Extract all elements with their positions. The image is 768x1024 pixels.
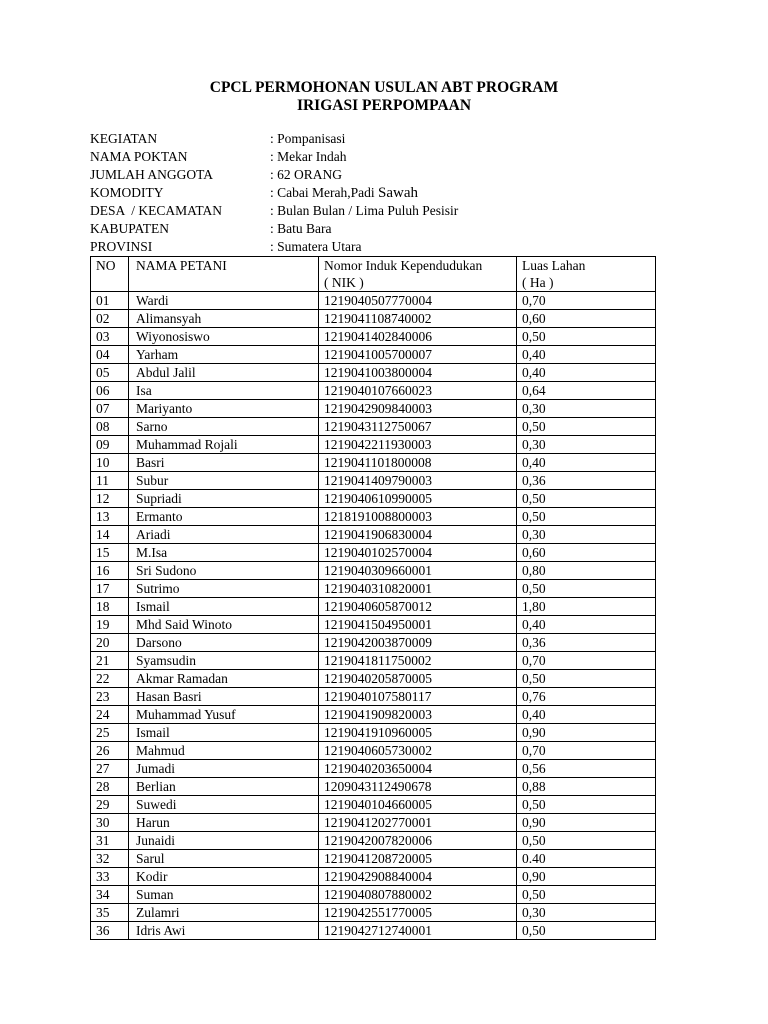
cell-nik: 1219042551770005 (319, 904, 517, 922)
cell-name: Idris Awi (129, 922, 319, 940)
cell-luas: 0,36 (517, 472, 656, 490)
cell-no: 04 (91, 346, 129, 364)
table-row (91, 706, 656, 724)
meta-label: DESA / KECAMATAN (90, 203, 223, 218)
cell-no: 36 (91, 922, 129, 940)
cell-name: Syamsudin (129, 652, 319, 670)
cell-name: Supriadi (129, 490, 319, 508)
cell-nik: 1219041208720005 (319, 850, 517, 868)
table-row (91, 868, 656, 886)
table-row (91, 778, 656, 796)
cell-nik: 1219040102570004 (319, 544, 517, 562)
table-row (91, 598, 656, 616)
cell-nik: 1219041005700007 (319, 346, 517, 364)
cell-name: Mhd Said Winoto (129, 616, 319, 634)
table-row (91, 850, 656, 868)
meta-value: : Mekar Indah (270, 149, 347, 164)
table-row (91, 922, 656, 940)
cell-no: 07 (91, 400, 129, 418)
cell-name: Ermanto (129, 508, 319, 526)
cell-luas: 0,70 (517, 292, 656, 310)
table-row (91, 670, 656, 688)
cell-nik: 1209043112490678 (319, 778, 517, 796)
cell-luas: 0,56 (517, 760, 656, 778)
cell-name: Jumadi (129, 760, 319, 778)
cell-no: 06 (91, 382, 129, 400)
cell-nik: 1219041909820003 (319, 706, 517, 724)
cell-no: 20 (91, 634, 129, 652)
cell-no: 13 (91, 508, 129, 526)
cell-nik: 1219041504950001 (319, 616, 517, 634)
meta-value: : Bulan Bulan / Lima Puluh Pesisir (270, 203, 459, 218)
table-row (91, 562, 656, 580)
table-row (91, 364, 656, 382)
cell-no: 29 (91, 796, 129, 814)
cell-luas: 0,40 (517, 364, 656, 382)
cell-nik: 1219042909840003 (319, 400, 517, 418)
cell-nik: 1219043112750067 (319, 418, 517, 436)
cell-no: 15 (91, 544, 129, 562)
cell-name: Subur (129, 472, 319, 490)
cell-nik: 1219040610990005 (319, 490, 517, 508)
cell-name: Akmar Ramadan (129, 670, 319, 688)
cell-name: Muhammad Yusuf (129, 706, 319, 724)
cell-luas: 0,30 (517, 526, 656, 544)
header-luas-line-1: Luas Lahan (522, 258, 586, 273)
cell-luas: 0,80 (517, 562, 656, 580)
cell-name: Ismail (129, 724, 319, 742)
cell-no: 12 (91, 490, 129, 508)
meta-value: : Pompanisasi (270, 131, 346, 146)
cell-luas: 0,70 (517, 742, 656, 760)
table-row (91, 544, 656, 562)
table-row (91, 616, 656, 634)
table-row (91, 832, 656, 850)
header-luas-line-2: ( Ha ) (522, 275, 554, 290)
cell-nik: 1219040310820001 (319, 580, 517, 598)
meta-label: JUMLAH ANGGOTA (90, 167, 214, 182)
cell-nik: 1219041906830004 (319, 526, 517, 544)
cell-nik: 1219041409790003 (319, 472, 517, 490)
cell-nik: 1219040605870012 (319, 598, 517, 616)
cell-name: Sri Sudono (129, 562, 319, 580)
cell-luas: 0,50 (517, 508, 656, 526)
table-row (91, 634, 656, 652)
cell-no: 32 (91, 850, 129, 868)
document-title-line-1: CPCL PERMOHONAN USULAN ABT PROGRAM (209, 79, 559, 96)
cell-nik: 1219040605730002 (319, 742, 517, 760)
cell-luas: 0,90 (517, 868, 656, 886)
table-row (91, 886, 656, 904)
cell-nik: 1219041811750002 (319, 652, 517, 670)
cell-nik: 1219041108740002 (319, 310, 517, 328)
cell-luas: 0,70 (517, 652, 656, 670)
cell-nik: 1219040807880002 (319, 886, 517, 904)
cell-nik: 1219042908840004 (319, 868, 517, 886)
cell-name: Wardi (129, 292, 319, 310)
document-title-line-2: IRIGASI PERPOMPAAN (296, 97, 472, 114)
cell-name: Sarul (129, 850, 319, 868)
table-row (91, 490, 656, 508)
cell-name: Sutrimo (129, 580, 319, 598)
cell-name: Ismail (129, 598, 319, 616)
cell-no: 27 (91, 760, 129, 778)
cell-luas: 0,64 (517, 382, 656, 400)
cell-no: 18 (91, 598, 129, 616)
table-row (91, 310, 656, 328)
cell-luas: 0,40 (517, 454, 656, 472)
cell-name: Muhammad Rojali (129, 436, 319, 454)
cell-luas: 0,60 (517, 544, 656, 562)
cell-luas: 1,80 (517, 598, 656, 616)
meta-label: PROVINSI (90, 239, 153, 254)
cell-luas: 0,50 (517, 580, 656, 598)
cell-name: Hasan Basri (129, 688, 319, 706)
meta-value: : Cabai Merah,Padi (270, 185, 375, 200)
cell-name: Kodir (129, 868, 319, 886)
cell-nik: 1219042007820006 (319, 832, 517, 850)
cell-luas: 0,76 (517, 688, 656, 706)
table-row (91, 760, 656, 778)
cell-no: 01 (91, 292, 129, 310)
meta-value: : Batu Bara (270, 221, 332, 236)
cell-no: 24 (91, 706, 129, 724)
farmer-table (90, 256, 656, 940)
cell-no: 22 (91, 670, 129, 688)
table-row (91, 436, 656, 454)
meta-label: KABUPATEN (90, 221, 170, 236)
cell-name: Basri (129, 454, 319, 472)
header-nik (319, 257, 517, 292)
cell-luas: 0,50 (517, 418, 656, 436)
cell-name: Suman (129, 886, 319, 904)
cell-nik: 1219041910960005 (319, 724, 517, 742)
meta-value-suffix: Sawah (377, 185, 418, 201)
cell-no: 05 (91, 364, 129, 382)
cell-nik: 1219040104660005 (319, 796, 517, 814)
table-row (91, 580, 656, 598)
table-row (91, 742, 656, 760)
table-row (91, 418, 656, 436)
cell-luas: 0,88 (517, 778, 656, 796)
cell-no: 03 (91, 328, 129, 346)
cell-name: Alimansyah (129, 310, 319, 328)
table-row (91, 904, 656, 922)
header-nik-line-2: ( NIK ) (324, 275, 364, 290)
table-row (91, 346, 656, 364)
cell-luas: 0,50 (517, 490, 656, 508)
table-row (91, 292, 656, 310)
table-row (91, 688, 656, 706)
cell-no: 16 (91, 562, 129, 580)
table-row (91, 796, 656, 814)
cell-nik: 1219042211930003 (319, 436, 517, 454)
cell-nik: 1219041003800004 (319, 364, 517, 382)
cell-nik: 1219042003870009 (319, 634, 517, 652)
meta-value: : Sumatera Utara (270, 239, 362, 254)
cell-nik: 1219040203650004 (319, 760, 517, 778)
cell-no: 21 (91, 652, 129, 670)
cell-luas: 0,90 (517, 814, 656, 832)
cell-nik: 1219040205870005 (319, 670, 517, 688)
meta-value-wrapper (270, 184, 418, 202)
table-row (91, 652, 656, 670)
cell-name: Harun (129, 814, 319, 832)
cell-luas: 0,30 (517, 436, 656, 454)
table-row (91, 814, 656, 832)
cell-name: M.Isa (129, 544, 319, 562)
cell-luas: 0,40 (517, 706, 656, 724)
cell-no: 02 (91, 310, 129, 328)
cell-nik: 1218191008800003 (319, 508, 517, 526)
cell-name: Wiyonosiswo (129, 328, 319, 346)
cell-no: 25 (91, 724, 129, 742)
cell-no: 09 (91, 436, 129, 454)
cell-luas: 0,60 (517, 310, 656, 328)
cell-luas: 0,50 (517, 832, 656, 850)
table-row (91, 328, 656, 346)
cell-no: 17 (91, 580, 129, 598)
cell-no: 26 (91, 742, 129, 760)
cell-luas: 0,90 (517, 724, 656, 742)
cell-name: Darsono (129, 634, 319, 652)
header-no: NO (91, 257, 129, 292)
cell-luas: 0,50 (517, 796, 656, 814)
cell-luas: 0,40 (517, 616, 656, 634)
meta-label: KEGIATAN (90, 131, 158, 146)
cell-name: Sarno (129, 418, 319, 436)
table-row (91, 472, 656, 490)
cell-name: Mahmud (129, 742, 319, 760)
cell-luas: 0,36 (517, 634, 656, 652)
meta-label: NAMA POKTAN (90, 149, 188, 164)
cell-name: Zulamri (129, 904, 319, 922)
cell-name: Ariadi (129, 526, 319, 544)
cell-luas: 0,50 (517, 886, 656, 904)
cell-no: 31 (91, 832, 129, 850)
cell-no: 23 (91, 688, 129, 706)
table-row (91, 508, 656, 526)
cell-luas: 0,50 (517, 328, 656, 346)
cell-name: Suwedi (129, 796, 319, 814)
cell-no: 30 (91, 814, 129, 832)
cell-name: Mariyanto (129, 400, 319, 418)
table-row (91, 382, 656, 400)
cell-no: 33 (91, 868, 129, 886)
table-row (91, 724, 656, 742)
cell-name: Yarham (129, 346, 319, 364)
cell-luas: 0,50 (517, 922, 656, 940)
header-luas (517, 257, 656, 292)
cell-luas: 0.40 (517, 850, 656, 868)
cell-luas: 0,50 (517, 670, 656, 688)
table-body (91, 292, 656, 940)
cell-nik: 1219040107660023 (319, 382, 517, 400)
cell-no: 19 (91, 616, 129, 634)
meta-value: : 62 ORANG (270, 167, 343, 182)
cell-nik: 1219040507770004 (319, 292, 517, 310)
table-row (91, 526, 656, 544)
meta-label: KOMODITY (90, 185, 164, 200)
cell-no: 28 (91, 778, 129, 796)
cell-name: Abdul Jalil (129, 364, 319, 382)
cell-luas: 0,40 (517, 346, 656, 364)
cell-no: 35 (91, 904, 129, 922)
cell-nik: 1219041202770001 (319, 814, 517, 832)
cell-no: 10 (91, 454, 129, 472)
cell-luas: 0,30 (517, 400, 656, 418)
table-row (91, 400, 656, 418)
cell-name: Berlian (129, 778, 319, 796)
cell-nik: 1219040107580117 (319, 688, 517, 706)
header-nik-line-1: Nomor Induk Kependudukan (324, 258, 483, 273)
cell-no: 11 (91, 472, 129, 490)
table-header-row (91, 257, 656, 292)
cell-nik: 1219042712740001 (319, 922, 517, 940)
cell-name: Junaidi (129, 832, 319, 850)
cell-nik: 1219040309660001 (319, 562, 517, 580)
cell-nik: 1219041402840006 (319, 328, 517, 346)
header-name: NAMA PETANI (129, 257, 319, 292)
cell-no: 34 (91, 886, 129, 904)
cell-luas: 0,30 (517, 904, 656, 922)
cell-name: Isa (129, 382, 319, 400)
cell-no: 08 (91, 418, 129, 436)
cell-nik: 1219041101800008 (319, 454, 517, 472)
cell-no: 14 (91, 526, 129, 544)
table-row (91, 454, 656, 472)
